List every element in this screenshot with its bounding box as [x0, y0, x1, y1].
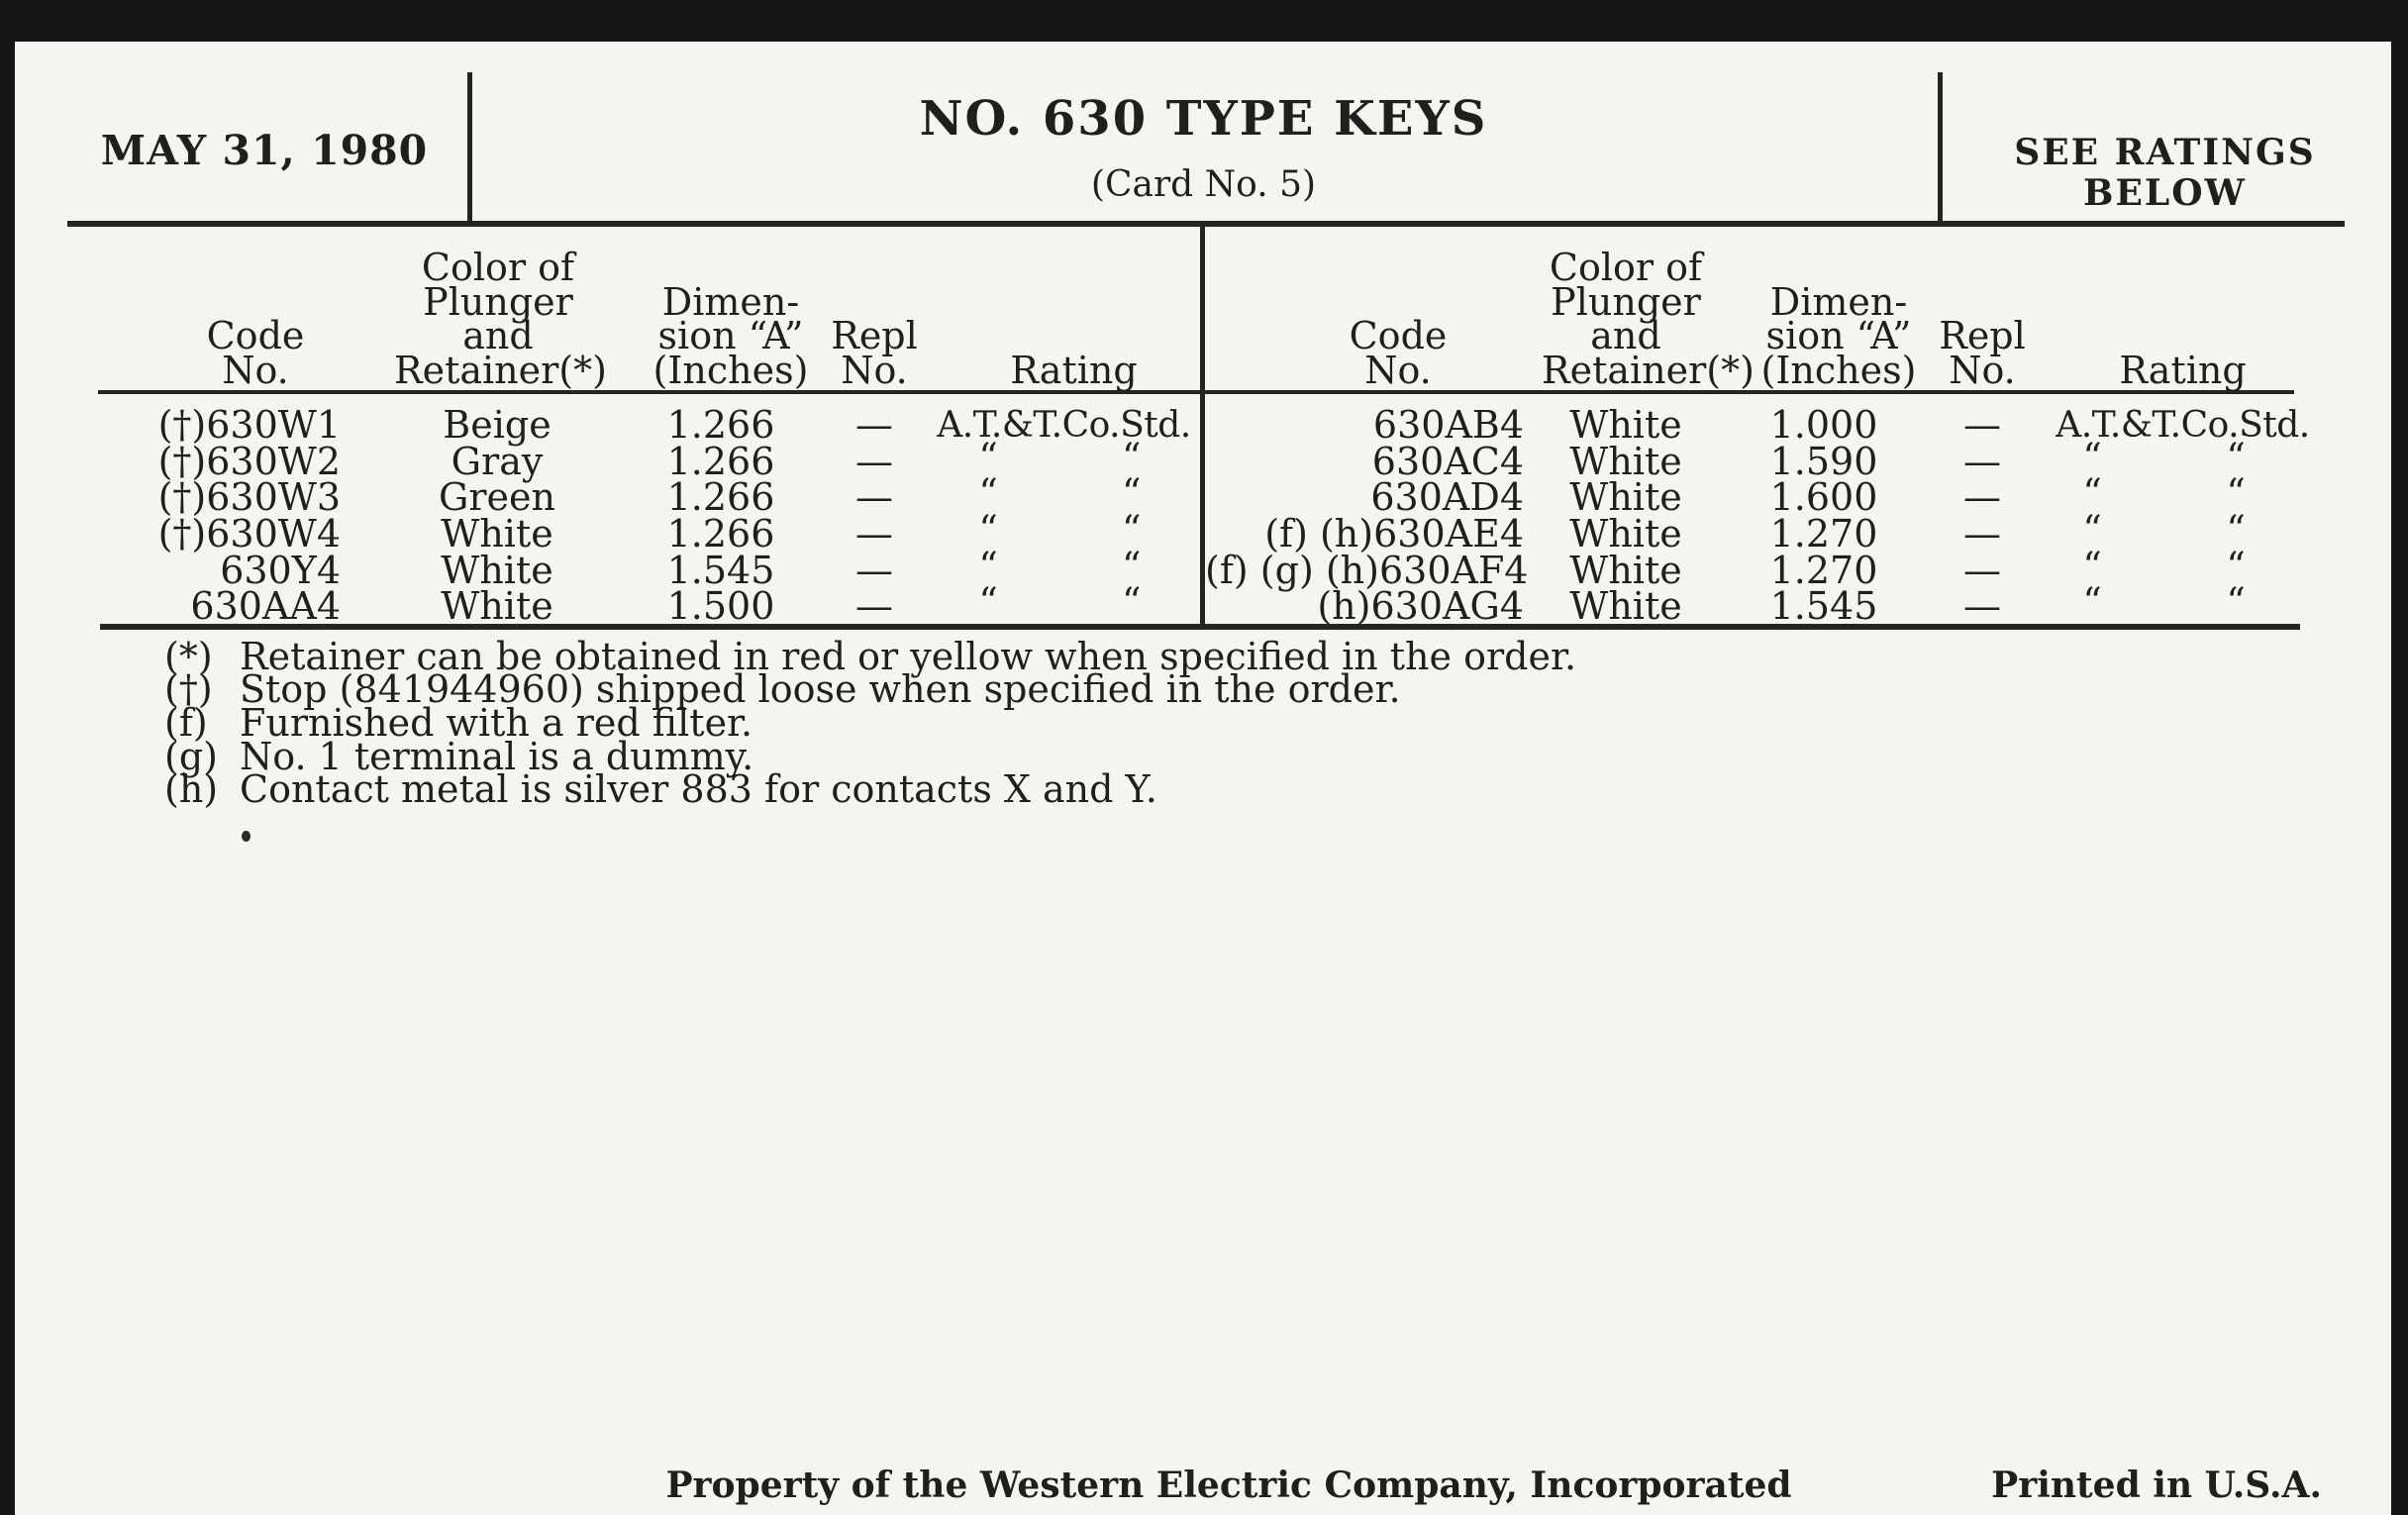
cell-dimension-a: 1.266: [666, 439, 775, 483]
table-row: [1205, 507, 2339, 556]
see-ratings-line2: BELOW: [2083, 172, 2247, 214]
cell-code-no: 630AB4: [1372, 403, 1524, 447]
cell-code-no: (†)630W4: [157, 512, 341, 556]
column-header-line: and: [462, 314, 534, 357]
cell-repl-no: —: [1963, 584, 2001, 629]
cell-code-no: 630Y4: [220, 548, 341, 592]
footnote-text: No. 1 terminal is a dummy.: [240, 734, 754, 778]
table-header-row: [1205, 221, 2339, 392]
ditto-mark: “: [1122, 507, 1142, 552]
cell-color: White: [1569, 584, 1682, 629]
cell-color: Green: [439, 475, 555, 520]
ditto-mark: “: [978, 544, 998, 588]
footnote-marker: (†): [164, 667, 213, 712]
cell-repl-no: —: [855, 403, 893, 447]
column-header-repl-no: [820, 314, 929, 392]
ditto-mark: “: [1122, 580, 1142, 625]
ditto-mark: “: [2082, 544, 2102, 588]
table-row: [67, 580, 1199, 629]
table-row: [67, 470, 1199, 520]
column-header-line: Dimen-: [1769, 279, 1908, 324]
cell-color: White: [1569, 475, 1682, 520]
column-header-dimension-a: [1710, 279, 1938, 392]
cell-code-no: (†)630W3: [157, 475, 341, 520]
column-header-rating: [2027, 348, 2339, 392]
cell-color: White: [1569, 439, 1682, 483]
table-row: [1205, 580, 2339, 629]
cell-repl-no: —: [855, 475, 893, 520]
ditto-mark: “: [2226, 470, 2246, 515]
cell-repl-no: —: [855, 439, 893, 483]
cell-dimension-a: 1.266: [666, 512, 775, 556]
table-row: [67, 507, 1199, 556]
ditto-mark: “: [1122, 435, 1142, 479]
ditto-mark: “: [2082, 470, 2102, 515]
footnote-text: Retainer can be obtained in red or yellow when specified in the order.: [240, 634, 1577, 678]
column-header-line: and: [1590, 314, 1661, 357]
column-header-code-no: [1205, 314, 1542, 392]
cell-dimension-a: 1.545: [1769, 584, 1878, 629]
footnote-marker: (h): [164, 767, 219, 812]
ditto-mark: “: [978, 580, 998, 625]
footnote-list: [164, 634, 1577, 812]
cell-repl-no: —: [1963, 439, 2001, 483]
footnote-text: Furnished with a red filter.: [240, 700, 753, 745]
table-body: [1205, 403, 2339, 629]
column-header-line: Repl: [1939, 314, 2026, 357]
ditto-mark: “: [1122, 470, 1142, 515]
cell-color: White: [441, 512, 553, 556]
column-header-line: No.: [1364, 348, 1432, 392]
column-header-line: No.: [1949, 348, 2016, 392]
cell-code-no: (†)630W1: [157, 403, 341, 447]
ink-speck: [242, 831, 251, 842]
catalog-card: [15, 42, 2391, 1515]
cell-repl-no: —: [1963, 548, 2001, 592]
column-header-line: sion “A”: [657, 314, 804, 357]
cell-color: Gray: [451, 439, 544, 483]
footer-property-note: Property of the Western Electric Company, Incorporated: [665, 1464, 1792, 1506]
column-header-line: Color of: [421, 246, 575, 289]
column-header-plunger-color: [1542, 246, 1755, 392]
cell-color: White: [1569, 512, 1682, 556]
cell-dimension-a: 1.266: [666, 403, 775, 447]
column-header-code-no: [67, 314, 364, 392]
cell-color: White: [1569, 548, 1682, 592]
table-row: [1205, 470, 2339, 520]
footer-printed-note: Printed in U.S.A.: [1991, 1464, 2322, 1506]
ditto-mark: “: [978, 507, 998, 552]
ditto-mark: “: [2082, 507, 2102, 552]
column-header-line: Rating: [2119, 348, 2247, 392]
ditto-mark: “: [2226, 580, 2246, 625]
cell-color: White: [441, 548, 553, 592]
column-header-line: (Inches): [1760, 348, 1917, 392]
table-row: [1205, 544, 2339, 592]
ditto-mark: “: [1122, 544, 1142, 588]
cell-rating: A.T.&T.Co.Std.: [937, 404, 1191, 446]
see-ratings-line1: SEE RATINGS: [2014, 132, 2316, 173]
column-header-line: Dimen-: [661, 279, 800, 324]
page-title: NO. 630 TYPE KEYS: [919, 91, 1488, 147]
ditto-mark: “: [2226, 507, 2246, 552]
cell-code-no: (†)630W2: [157, 439, 341, 483]
column-header-line: Plunger: [1551, 279, 1701, 324]
column-header-line: Retainer(*): [394, 348, 607, 392]
ditto-mark: “: [2226, 435, 2246, 479]
cell-code-no: (f) (g) (h)630AF4: [1205, 548, 1529, 592]
cell-dimension-a: 1.500: [666, 584, 775, 629]
cell-code-no: 630AC4: [1371, 439, 1524, 483]
cell-color: Beige: [443, 403, 552, 447]
cell-dimension-a: 1.600: [1769, 475, 1878, 520]
footnote-marker: (*): [164, 634, 213, 678]
cell-repl-no: —: [1963, 475, 2001, 520]
cell-code-no: (f) (h)630AE4: [1264, 512, 1524, 556]
footnote-marker: (f): [164, 700, 208, 745]
ditto-mark: “: [978, 470, 998, 515]
cell-dimension-a: 1.590: [1769, 439, 1878, 483]
column-header-line: Code: [1349, 314, 1448, 357]
column-header-rating: [929, 348, 1199, 392]
column-header-repl-no: [1938, 314, 2027, 392]
cell-dimension-a: 1.000: [1769, 403, 1878, 447]
title-block: [468, 91, 1939, 205]
table-row: [1205, 403, 2339, 447]
column-header-plunger-color: [364, 246, 607, 392]
column-header-line: Repl: [831, 314, 918, 357]
footnote-text: Contact metal is silver 883 for contacts X and Y.: [240, 767, 1157, 812]
column-header-line: sion “A”: [1765, 314, 1912, 357]
cell-repl-no: —: [855, 512, 893, 556]
column-header-line: (Inches): [652, 348, 809, 392]
cell-code-no: 630AD4: [1370, 475, 1524, 520]
footnote-marker: (g): [164, 734, 218, 778]
issue-date: MAY 31, 1980: [100, 127, 429, 174]
see-ratings-note: [1939, 133, 2391, 214]
ditto-mark: “: [2226, 544, 2246, 588]
cell-dimension-a: 1.545: [666, 548, 775, 592]
cell-color: White: [441, 584, 553, 629]
table-row: [67, 403, 1199, 447]
table-body: [67, 403, 1199, 629]
column-header-line: Rating: [1010, 348, 1138, 392]
parts-table-left: [67, 221, 1199, 629]
cell-code-no: (h)630AG4: [1317, 584, 1524, 629]
cell-code-no: 630AA4: [190, 584, 341, 629]
ditto-mark: “: [2082, 435, 2102, 479]
column-header-line: Plunger: [423, 279, 573, 324]
cell-dimension-a: 1.266: [666, 475, 775, 520]
column-header-line: Color of: [1549, 246, 1703, 289]
column-header-dimension-a: [602, 279, 820, 392]
cell-repl-no: —: [855, 584, 893, 629]
table-row: [67, 544, 1199, 592]
column-header-line: Retainer(*): [1542, 348, 1755, 392]
ditto-mark: “: [2082, 580, 2102, 625]
cell-color: White: [1569, 403, 1682, 447]
column-header-line: No.: [222, 348, 289, 392]
cell-repl-no: —: [1963, 512, 2001, 556]
footnote: [164, 767, 1576, 812]
column-header-line: No.: [841, 348, 908, 392]
cell-dimension-a: 1.270: [1769, 512, 1878, 556]
cell-dimension-a: 1.270: [1769, 548, 1878, 592]
card-number-subtitle: (Card No. 5): [1090, 164, 1317, 205]
column-header-line: Code: [206, 314, 305, 357]
footnote-text: Stop (841944960) shipped loose when specified in the order.: [240, 667, 1401, 712]
cell-rating: A.T.&T.Co.Std.: [2056, 404, 2310, 446]
cell-repl-no: —: [1963, 403, 2001, 447]
parts-table-right: [1205, 221, 2339, 629]
table-header-row: [67, 221, 1199, 392]
cell-repl-no: —: [855, 548, 893, 592]
ditto-mark: “: [978, 435, 998, 479]
